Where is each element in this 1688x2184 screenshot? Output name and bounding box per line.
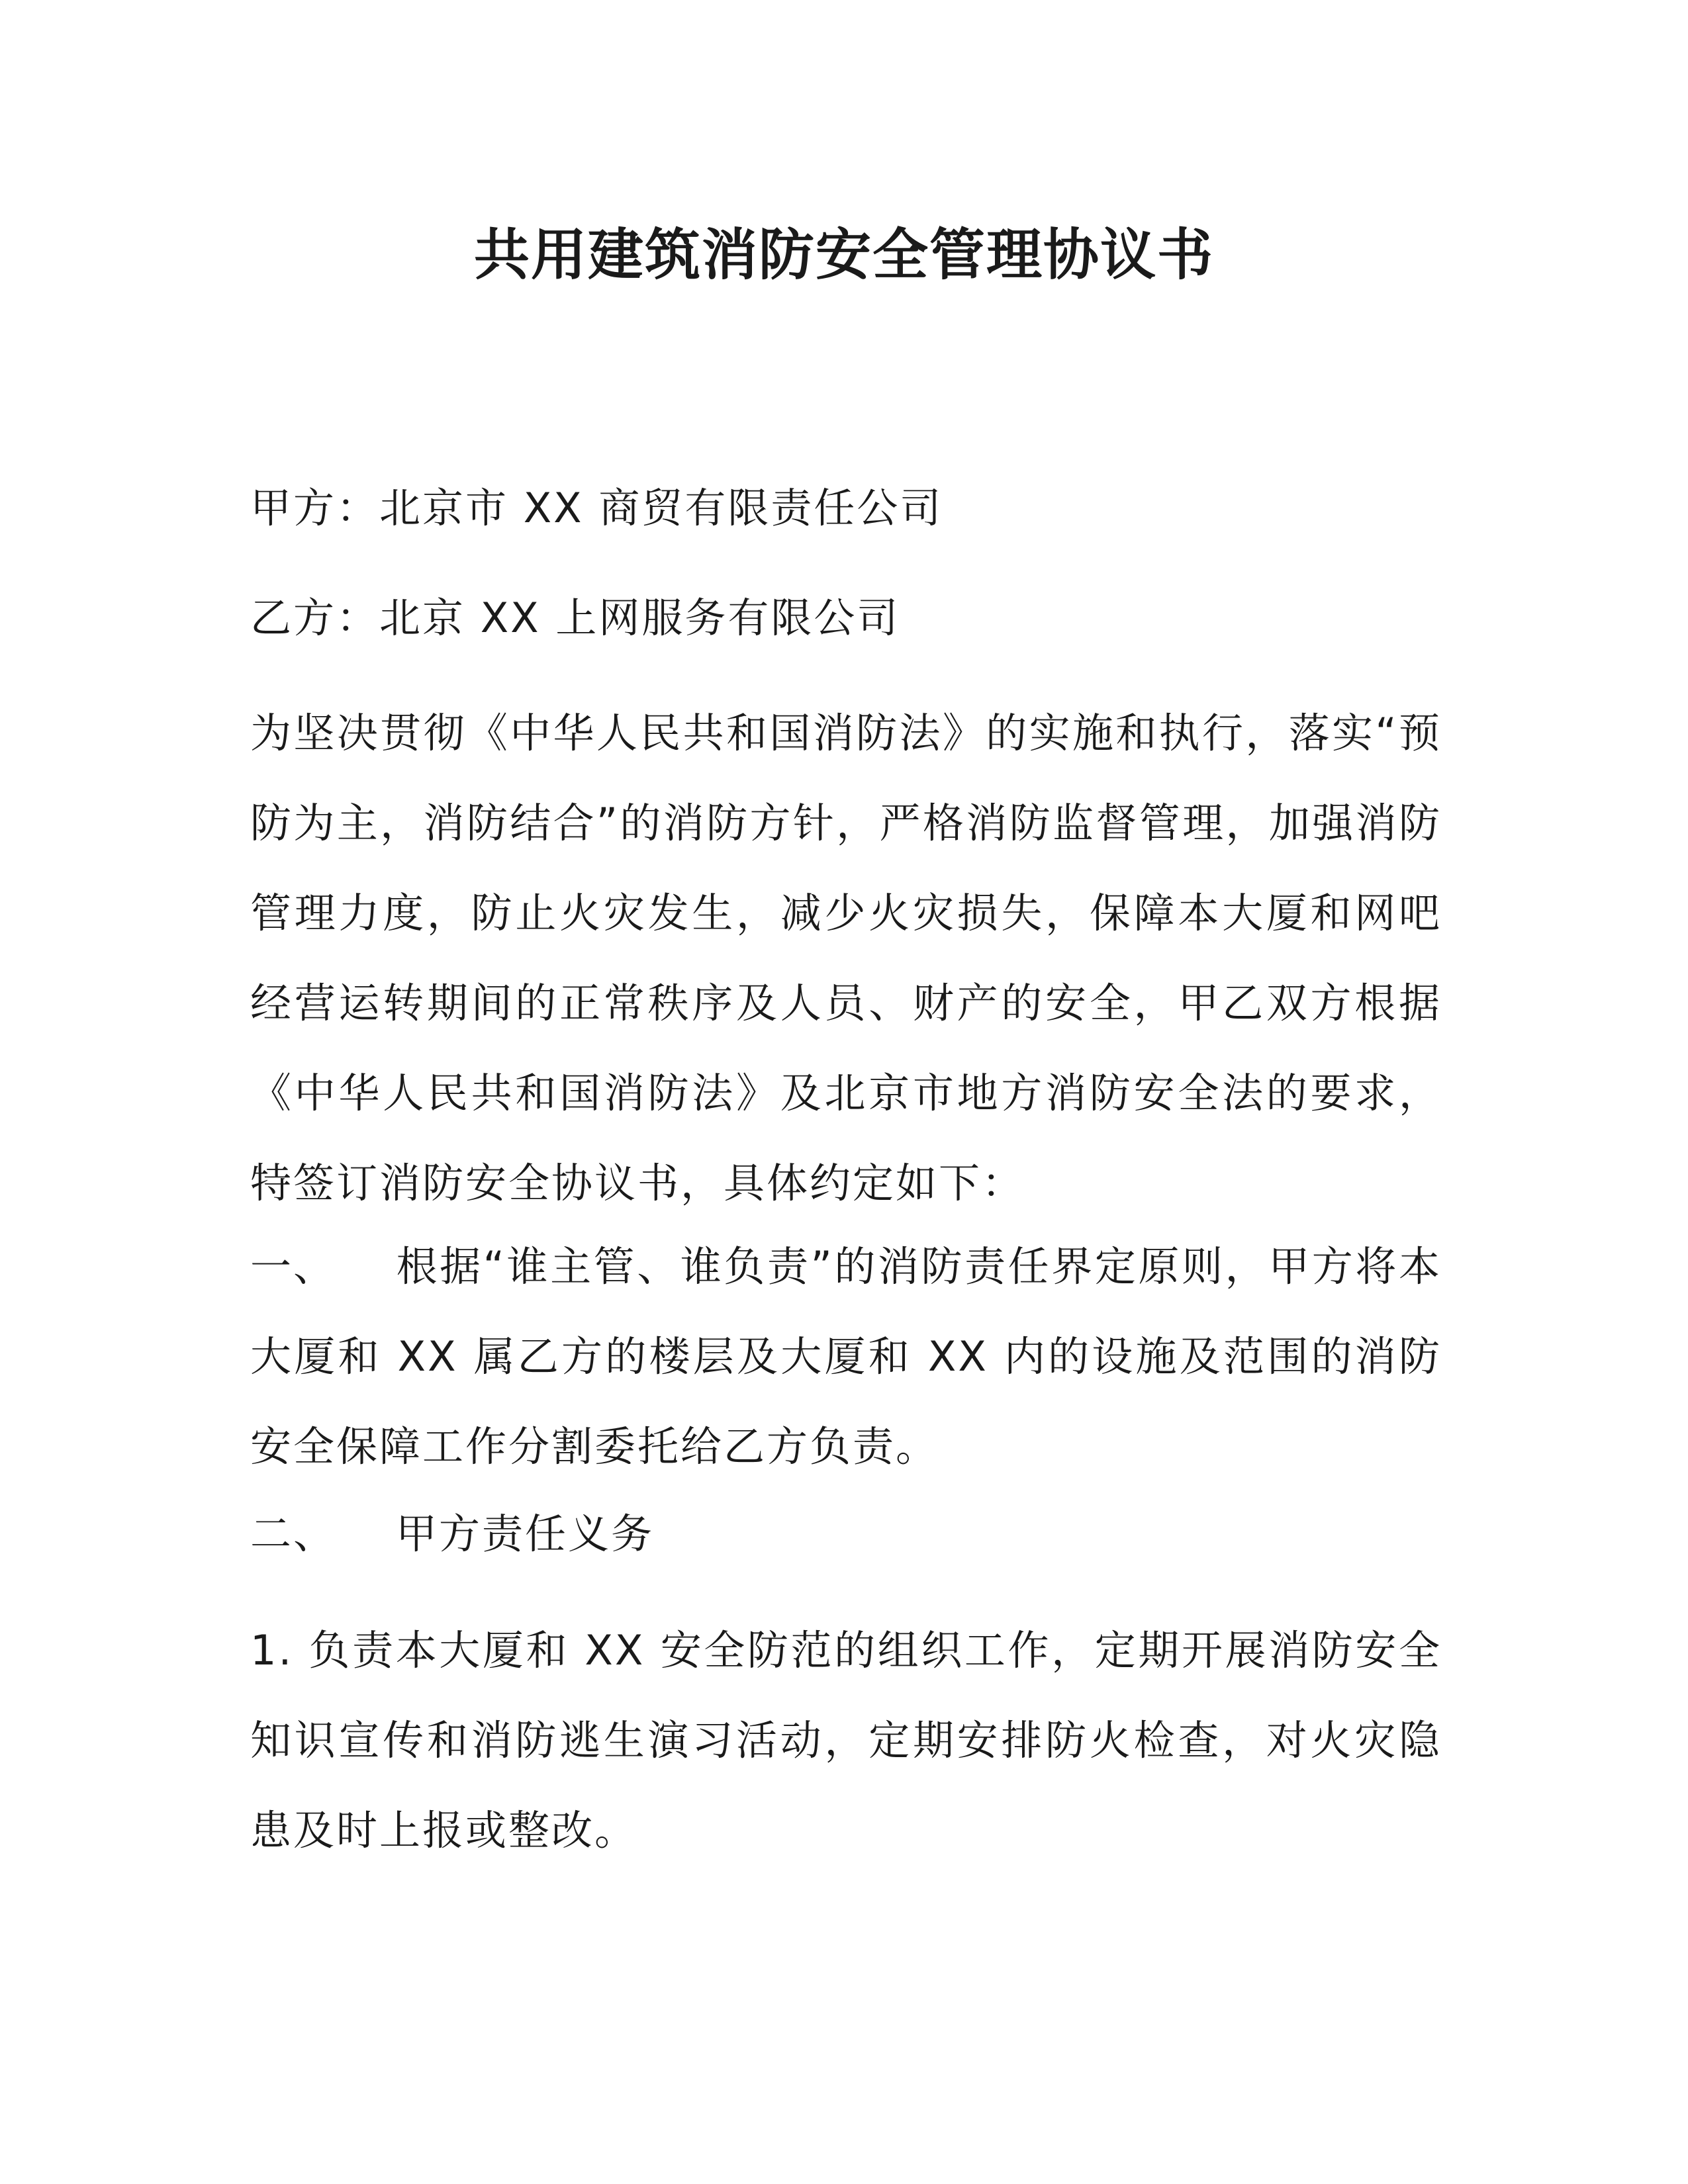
clause-2-text: 甲方责任义务 [396,1510,655,1558]
clause-1-paragraph [250,1222,1442,1492]
party-b-line: 乙方：北京 XX 上网服务有限公司 [250,594,900,642]
intro-paragraph: 为坚决贯彻《中华人民共和国消防法》的实施和执行，落实“预防为主，消防结合”的消防方针，严格消防监督管理，加强消防管理力度，防止火灾发生，减少火灾损失，保障本大厦和网吧经营运转期间的正常秩序及人员、财产的安全，甲乙双方根据《中华人民共和国消防法》及北京市地方消防安全法的要求，特签订消防安全协议书，具体约定如下： [250,709,1442,1207]
item-1-text: 负责本大厦和 XX 安全防范的组织工作，定期开展消防安全知识宣传和消防逃生演习活动，定期安排防火检查，对火灾隐患及时上报或整改。 [250,1626,1442,1854]
party-a-line: 甲方：北京市 XX 商贸有限责任公司 [250,484,943,532]
clause-2-heading [250,1489,1442,1579]
clause-2-number: 二、 [250,1510,337,1558]
item-1-number: 1. [250,1626,294,1674]
document-title: 共用建筑消防安全管理协议书 [473,222,1214,287]
clause-1-number: 一、 [250,1242,337,1291]
clause-1-text: 根据“谁主管、谁负责”的消防责任界定原则，甲方将本大厦和 XX 属乙方的楼层及大厦和 XX 内的设施及范围的消防安全保障工作分割委托给乙方负责。 [250,1242,1442,1471]
item-1-paragraph [250,1606,1442,1876]
